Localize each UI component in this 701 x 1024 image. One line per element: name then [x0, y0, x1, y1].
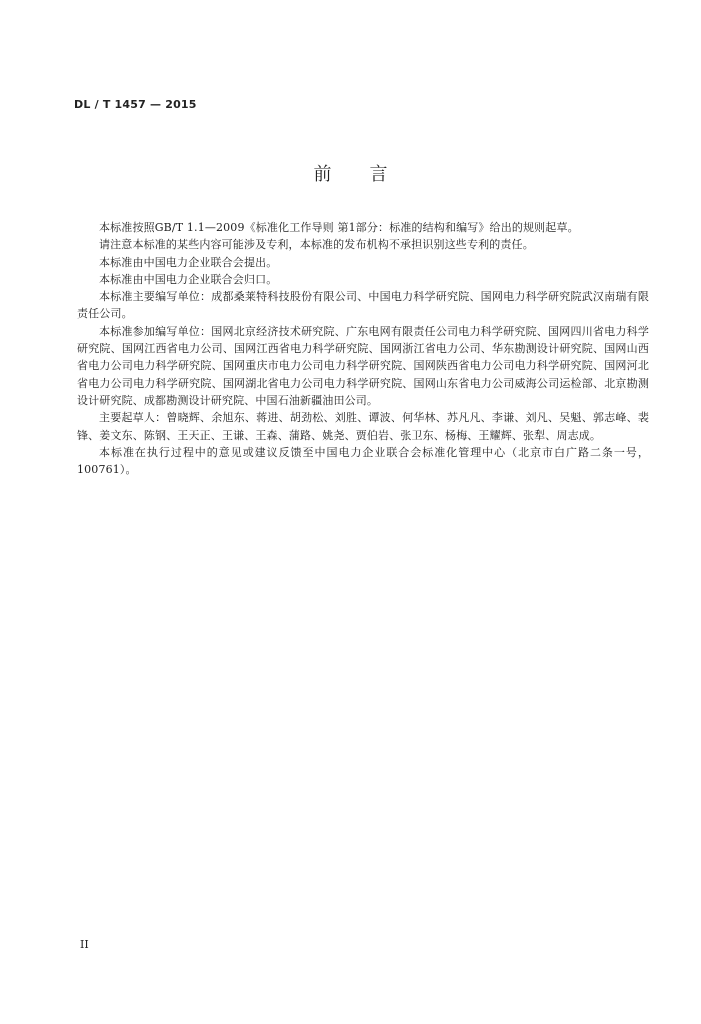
page-title: 前言: [313, 164, 426, 185]
paragraph-proposed-by: 本标准由中国电力企业联合会提出。: [99, 255, 278, 269]
paragraph-main-drafters: 主要起草人：曾晓辉、余旭东、蒋进、胡劲松、刘胜、谭波、何华林、苏凡凡、李谦、刘凡、吴魁、郭志峰、裴锋、姜文东、陈钢、王天正、王谦、王森、蒲路、姚尧、贾伯岩、张卫东、杨梅、王耀辉、张犁、周志成。: [77, 411, 649, 442]
page-number: II: [80, 938, 89, 951]
standard-code: DL / T 1457 — 2015: [74, 98, 197, 111]
paragraph-feedback-address: 本标准在执行过程中的意见或建议反馈至中国电力企业联合会标准化管理中心（北京市白广路二条一号，100761）。: [77, 445, 649, 477]
paragraph-patent-notice: 请注意本标准的某些内容可能涉及专利，本标准的发布机构不承担识别这些专利的责任。: [99, 238, 534, 252]
paragraph-centralized-by: 本标准由中国电力企业联合会归口。: [99, 272, 278, 286]
foreword-body: [77, 219, 649, 478]
paragraph-participating-units: 本标准参加编写单位：国网北京经济技术研究院、广东电网有限责任公司电力科学研究院、国网四川省电力科学研究院、国网江西省电力公司、国网江西省电力科学研究院、国网浙江省电力公司、华东勘测设计研究院、国网山西省电力公司电力科学研究院、国网重庆市电力公司电力科学研究院、国网陕西省电力公司电力科学研究院、国网河北省电力公司电力科学研究院、国网湖北省电力公司电力科学研究院、国网山东省电力公司威海公司运检部、北京勘测设计研究院、成都勘测设计研究院、中国石油新疆油田公司。: [77, 324, 649, 407]
paragraph-main-drafting-units: 本标准主要编写单位：成都桑莱特科技股份有限公司、中国电力科学研究院、国网电力科学研究院武汉南瑞有限责任公司。: [77, 290, 649, 321]
paragraph-drafting-rules: 本标准按照GB/T 1.1—2009《标准化工作导则 第1部分：标准的结构和编写》给出的规则起草。: [99, 221, 579, 234]
